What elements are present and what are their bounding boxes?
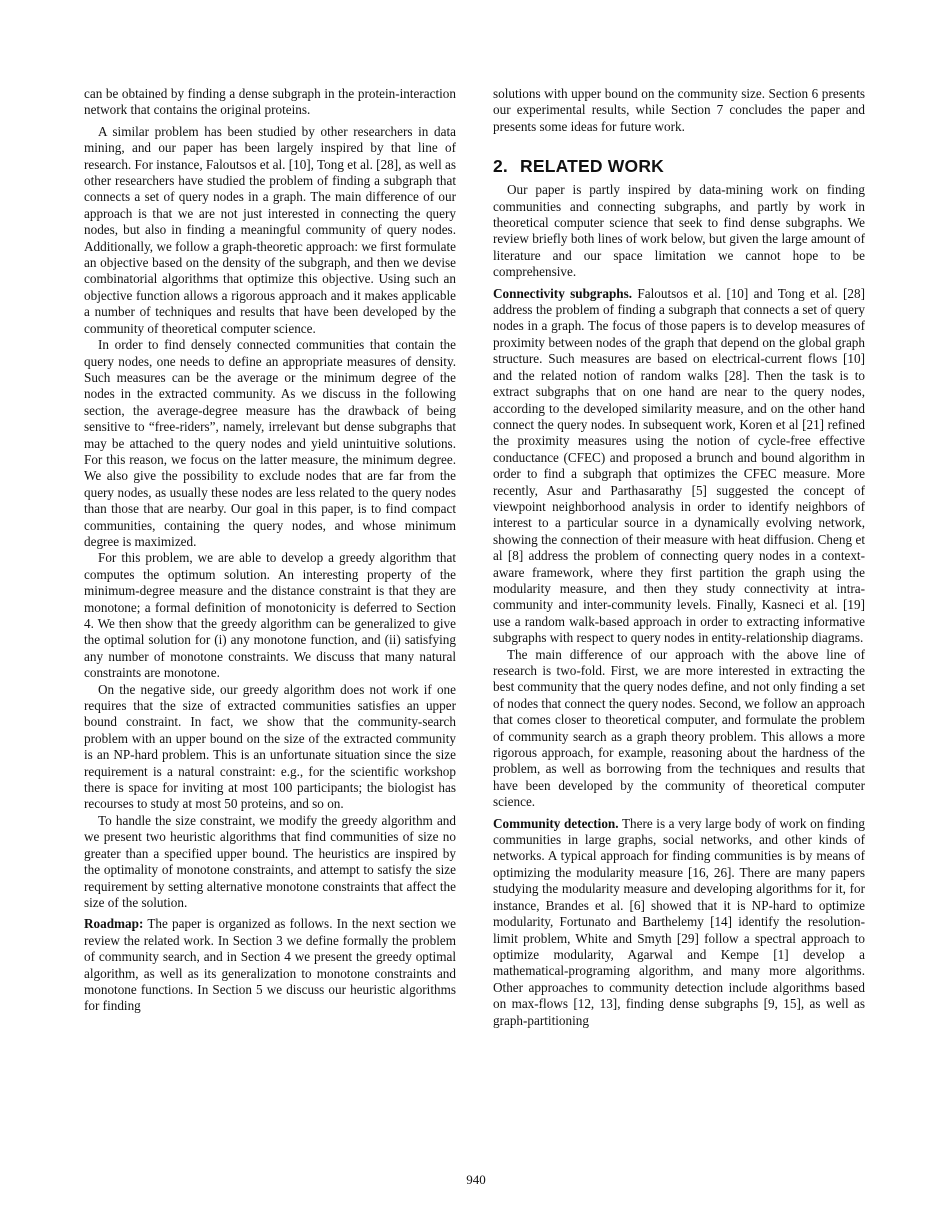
community-label: Community detection. bbox=[493, 815, 619, 831]
paragraph-protein-interaction: can be obtained by finding a dense subgraph in the protein-interaction network that contains the original proteins. bbox=[84, 86, 456, 118]
roadmap-text: The paper is organized as follows. In the next section we review the related work. In Section 3 we define formally the problem of community search, and in Section 4 we present the greedy optimal algorithm, as well as its generalization to monotone constraints and monotone functions. In Section 5 we discuss our heuristic algorithms for finding bbox=[84, 916, 457, 1014]
paragraph-roadmap-continued: solutions with upper bound on the community size. Section 6 presents our experimental results, while Section 7 concludes the paper and presents some ideas for future work. bbox=[493, 86, 865, 134]
left-column bbox=[84, 86, 456, 1015]
paragraph-related-intro: Our paper is partly inspired by data-mining work on finding communities and connecting subgraphs, and partly by work in theoretical computer science that seek to find dense subgraphs. We review briefly both lines of work below, but given the large amount of literature and our space limitation we cannot hope to be comprehensive. bbox=[493, 182, 865, 280]
paragraph-size-constraint: On the negative side, our greedy algorithm does not work if one requires that the size of extracted communities satisfies an upper bound constraint. In fact, we show that the community-search problem with an upper bound on the size of the extracted community is an NP-hard problem. This is an unfortunate situation since the size requirement is a natural constraint: e.g., for the scientific workshop there is space for inviting at most 100 participants; the biologist has recourses to study at most 50 proteins, and so on. bbox=[84, 681, 456, 812]
paragraph-community-detection bbox=[493, 816, 865, 1029]
connectivity-label: Connectivity subgraphs. bbox=[493, 285, 633, 301]
right-column bbox=[493, 86, 865, 1029]
section-number: 2. bbox=[493, 156, 508, 177]
community-text: There is a very large body of work on finding communities in large graphs, social networks, and other kinds of networks. A typical approach for finding communities is by means of optimizing the modularity measure [16, 26]. There are many papers studying the modularity measure and developing algorithms for it, for instance, Brandes et al. [6] showed that it is NP-hard to optimize modularity, Fortunato and Barthelemy [14] identify the resolution-limit problem, White and Smyth [29] follow a spectral approach to optimize modularity, Agarwal and Kempe [1] develop a mathematical-programing algorithm, and many more algorithms. Other approaches to community detection include algorithms based on max-flows [12, 13], finding dense subgraphs [9, 15], as well as graph-partitioning bbox=[493, 815, 865, 1028]
section-heading-related-work bbox=[493, 156, 865, 176]
roadmap-label: Roadmap: bbox=[84, 916, 144, 932]
paragraph-roadmap bbox=[84, 916, 456, 1014]
section-title: RELATED WORK bbox=[520, 156, 665, 177]
paragraph-density-measures: In order to find densely connected communities that contain the query nodes, one needs to define an appropriate measures of density. Such measures can be the average or the minimum degree of the nodes in the extracted community. As we discuss in the following section, the average-degree measure has the drawback of being sensitive to “free-riders”, namely, irrelevant but dense subgraphs that may be attached to the query nodes and yield unintuitive solutions. For this reason, we focus on the latter measure, the minimum degree. We also give the possibility to exclude nodes that are far from the query nodes, as usually these nodes are less related to the query nodes than those that are nearby. Our goal in this paper, is to find compact communities, containing the query nodes, and whose minimum degree is maximized. bbox=[84, 337, 456, 549]
page-number: 940 bbox=[466, 1172, 486, 1187]
paragraph-related-research: A similar problem has been studied by other researchers in data mining, and our paper has been largely inspired by that line of research. For instance, Faloutsos et al. [10], Tong et al. [28], as well as other researchers have studied the problem of finding a subgraph that connects a set of query nodes in a graph. The main difference of our approach is that we are not just interested in connecting the query nodes, but also in finding a meaningful community of query nodes. Additionally, we follow a graph-theoretic approach: we first formulate an objective based on the density of the subgraph, and then we devise combinatorial algorithms that optimize this objective. Using such an objective function allows a rigorous approach and it makes applicable a number of techniques and results that have been developed by the community of theoretical computer science. bbox=[84, 123, 457, 336]
paragraph-heuristics: To handle the size constraint, we modify the greedy algorithm and we present two heuristic algorithms that find communities of size no greater than a specified upper bound. The heuristics are inspired by the optimality of monotone constraints, and attempt to satisfy the size requirement by setting alternative monotone constraints that affect the size of the solution. bbox=[84, 812, 456, 910]
paragraph-connectivity-subgraphs bbox=[493, 286, 865, 647]
connectivity-text: Faloutsos et al. [10] and Tong et al. [28] address the problem of finding a subgraph that connects a set of query nodes in a graph. The focus of those papers is to develop measures of proximity between nodes of the graph that depend on the global graph structure. Such measures are based on electrical-current flows [10] and the related notion of random walks [28]. Then the task is to extract subgraphs that on one hand are near to the query nodes, according to the developed similarity measure, and on the other hand connect the query nodes. In subsequent work, Koren et al [21] refined the proximity measures using the notion of cycle-free effective conductance (CFEC) and proposed a brunch and bound algorithm in order to find a subgraph that optimizes the CFEC measure. More recently, Asur and Parthasarathy [5] suggested the concept of viewpoint neighborhood analysis in order to identify neighbors of interest to a particular source in a dynamically evolving network, showing the connection of their measure with heat diffusion. Cheng et al [8] address the problem of connecting query nodes in a context-aware framework, where they first partition the graph using the modularity measure, and then they study connectivity at intra-community and inter-community levels. Finally, Kasneci et al. [19] use a random walk-based approach in order to extracting informative subgraphs with respect to query nodes in entity-relationship diagrams. bbox=[493, 285, 866, 646]
paragraph-main-difference: The main difference of our approach with the above line of research is two-fold. First, we are more interested in extracting the best community that the query nodes define, and not only finding a set of nodes that connect the query nodes. Second, we follow an approach that comes closer to theoretical computer, and formulate the problem of community search as a graph theory problem. This allows a more rigorous approach, for example, reasoning about the hardness of the problem, as well as borrowing from the techniques and results that have been developed by the community of theoretical computer science. bbox=[493, 646, 865, 810]
paragraph-greedy-algorithm: For this problem, we are able to develop a greedy algorithm that computes the optimum solution. An interesting property of the minimum-degree measure and the distance constraint is that they are monotone; a formal definition of monotonicity is deferred to Section 4. We then show that the greedy algorithm can be generalized to give the optimal solution for (i) any monotone function, and (ii) satisfying any number of monotone constraints. We discuss that many natural constraints are monotone. bbox=[84, 550, 456, 681]
